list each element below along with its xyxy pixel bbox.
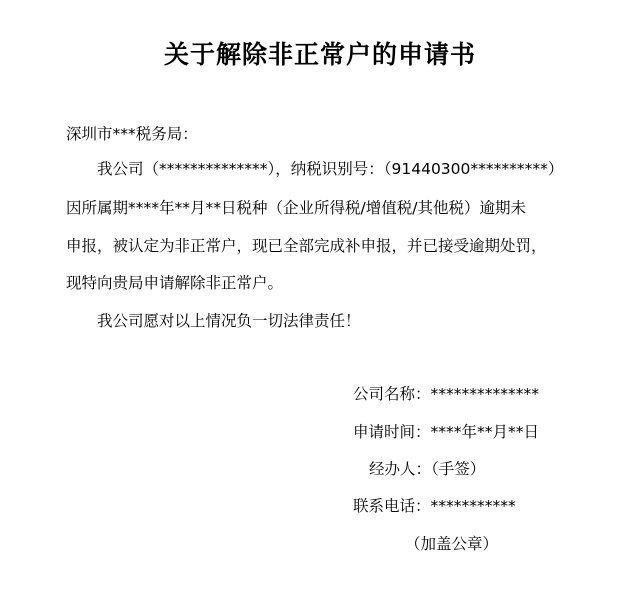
signature-apply-date: 申请时间：****年**月**日 xyxy=(353,423,540,441)
paragraph1-line4: 现特向贵局申请解除非正常户。 xyxy=(66,274,284,292)
paragraph1-line2: 因所属期****年**月**日税种（企业所得税/增值税/其他税）逾期未 xyxy=(66,199,526,217)
signature-seal: （加盖公章） xyxy=(405,535,499,553)
signature-company-name: 公司名称：************** xyxy=(353,385,540,403)
signature-phone: 联系电话：*********** xyxy=(353,497,516,515)
document-title: 关于解除非正常户的申请书 xyxy=(163,40,476,69)
paragraph2: 我公司愿对以上情况负一切法律责任！ xyxy=(97,312,361,330)
salutation: 深圳市***税务局： xyxy=(66,125,198,143)
signature-handler: 经办人：（手签） xyxy=(369,460,486,478)
paragraph1-line3: 申报，被认定为非正常户，现已全部完成补申报，并已接受逾期处罚， xyxy=(66,237,547,255)
paragraph1-line1: 我公司（**************），纳税识别号：（91440300**********） xyxy=(97,160,564,178)
